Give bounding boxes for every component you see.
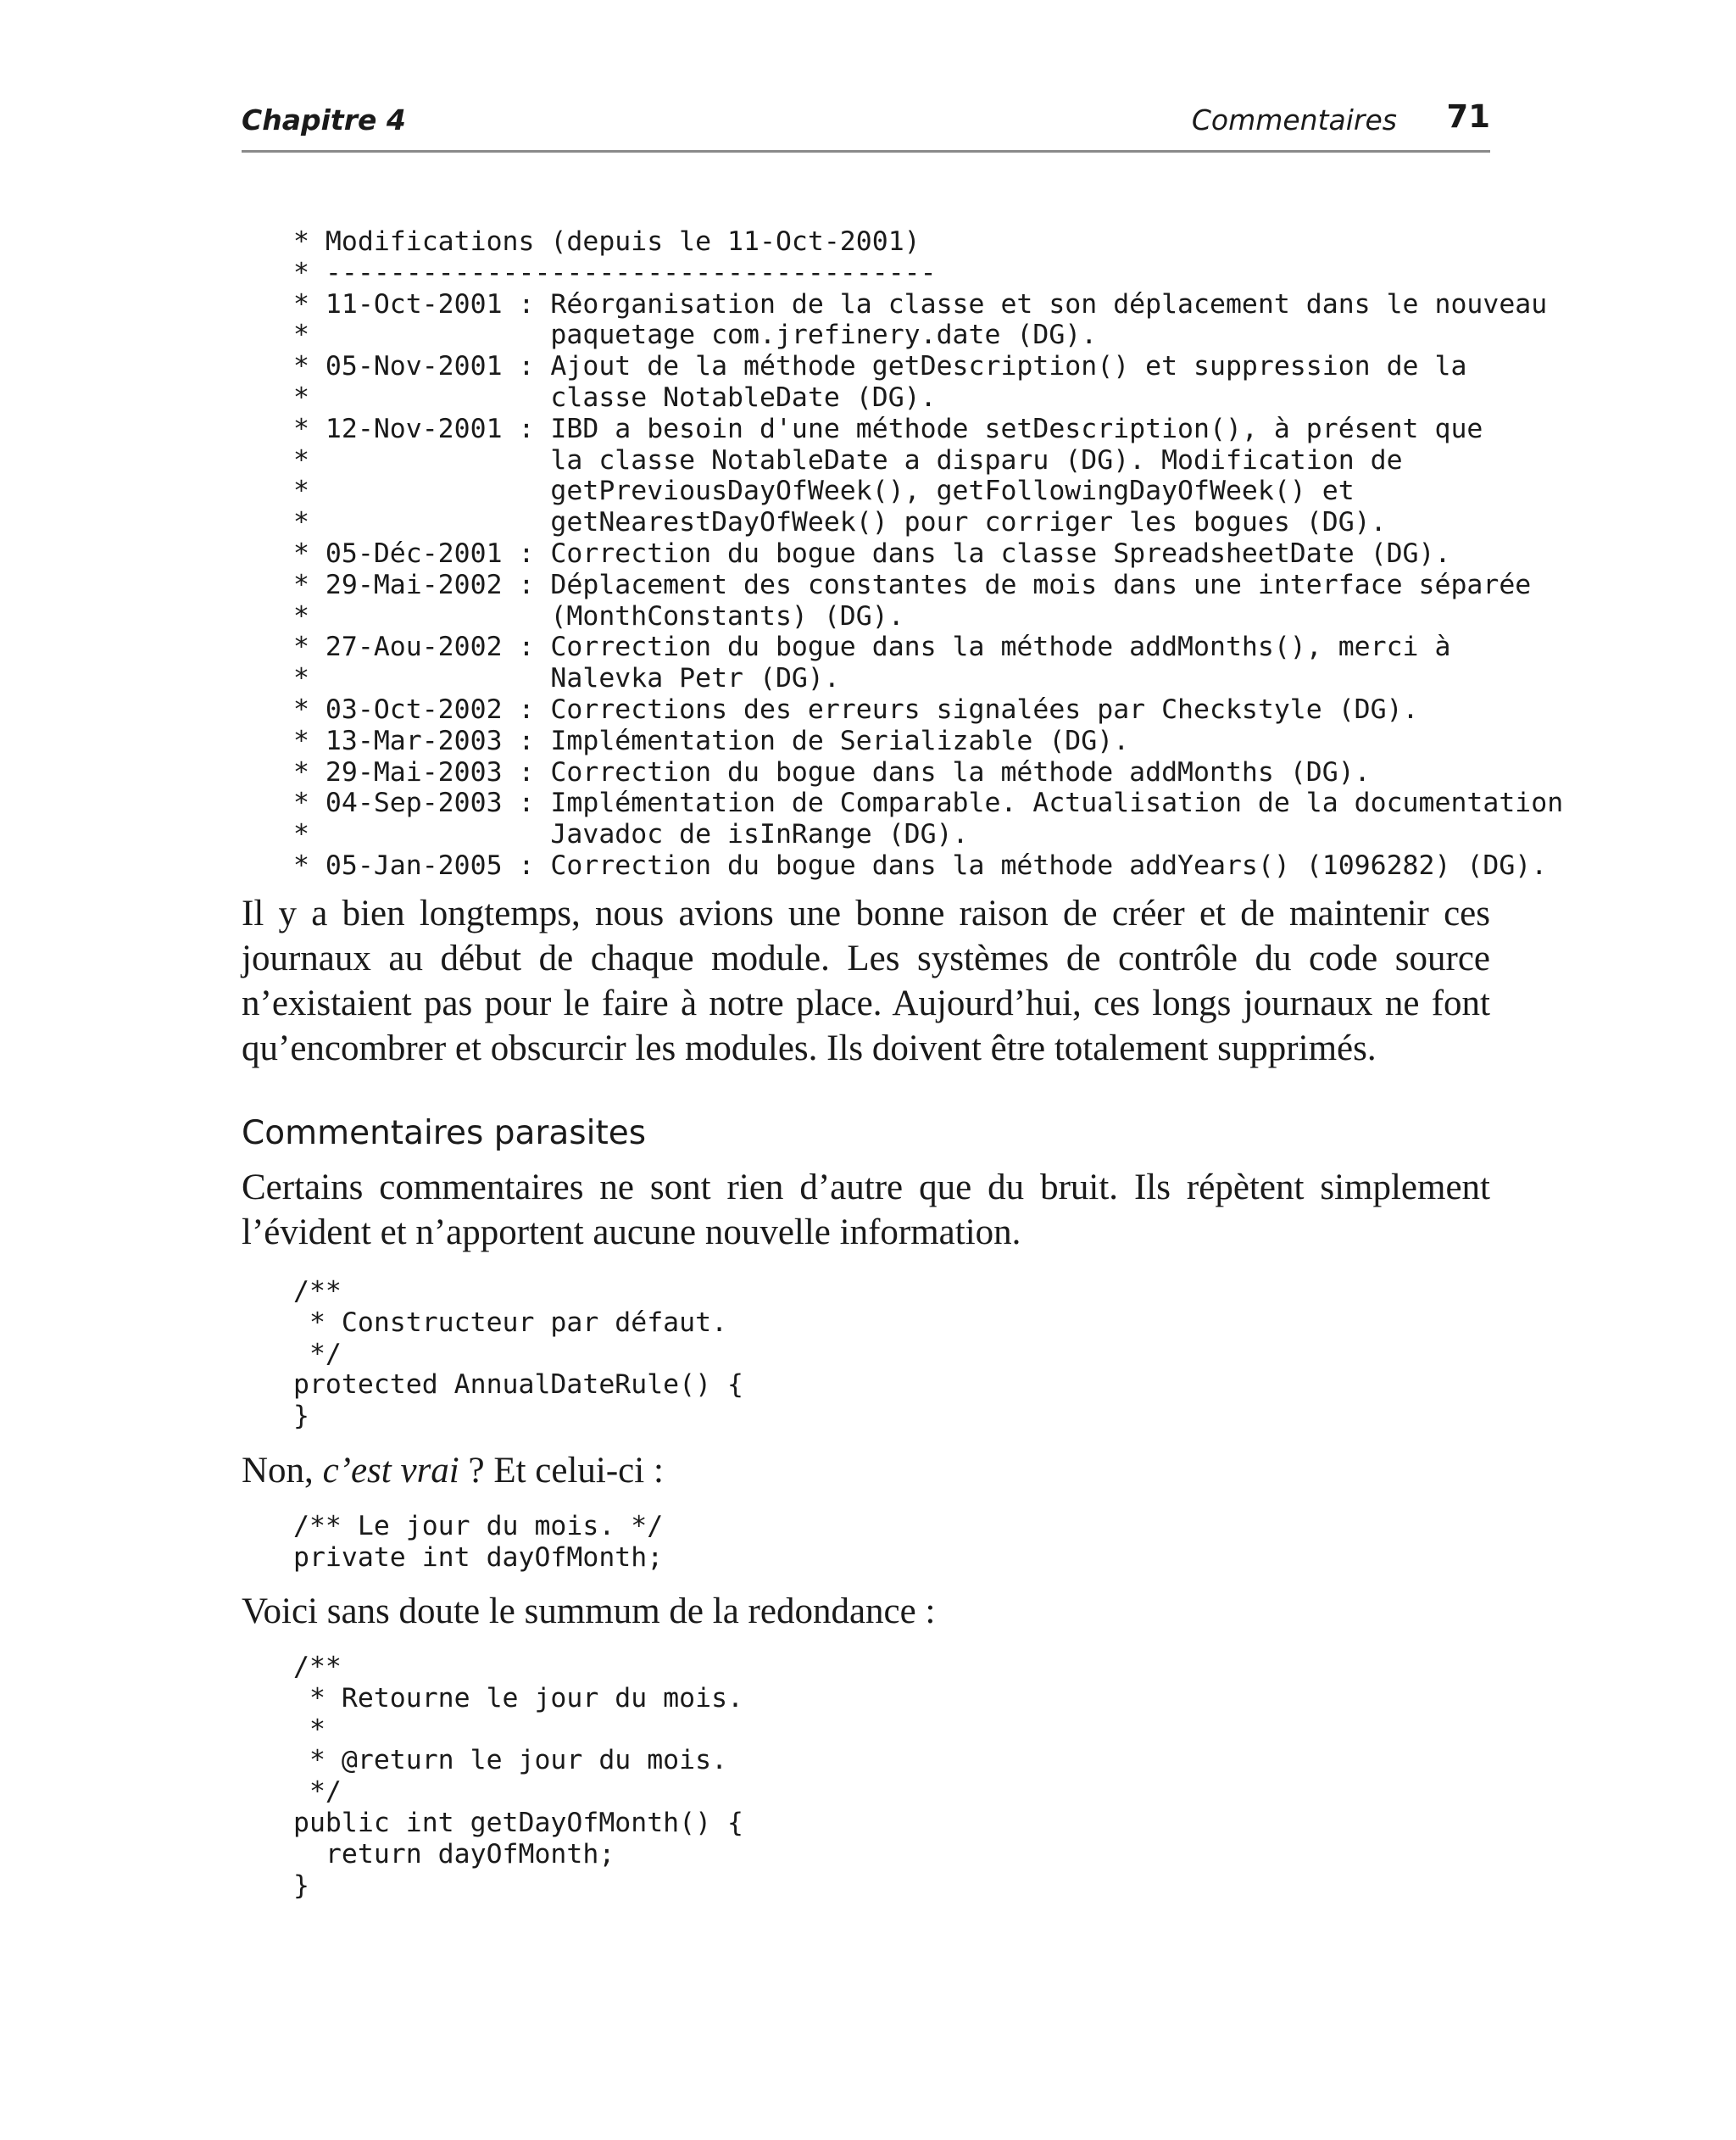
code-block-constructor: /** * Constructeur par défaut. */ protected AnnualDateRule() { }: [293, 1276, 744, 1432]
paragraph-non: [242, 1448, 664, 1493]
non-text-before: Non,: [242, 1451, 323, 1491]
header-rule: [242, 150, 1490, 153]
page-number: 71: [1446, 98, 1490, 135]
section-label: Commentaires: [1191, 103, 1397, 137]
paragraph-summum: Voici sans doute le summum de la redondance :: [242, 1591, 936, 1631]
non-text-emphasis: c’est vrai: [322, 1451, 459, 1491]
paragraph-bruit: Certains commentaires ne sont rien d’autre que du bruit. Ils répètent simplement l’évident et n’apportent aucune nouvelle information.: [242, 1168, 1490, 1252]
section-heading: Commentaires parasites: [242, 1114, 647, 1152]
paragraph-journaux: Il y a bien longtemps, nous avions une bonne raison de créer et de maintenir ces journaux au début de chaque module. Les systèmes de contrôle du code source n’existaient pas pour le faire à notre place. Aujourd’hui, ces longs journaux ne font qu’encombrer et obscurcir les modules. Ils doivent être totalement supprimés.: [242, 894, 1490, 1068]
running-header: [242, 95, 1490, 154]
non-text-after: ? Et celui-ci :: [459, 1451, 664, 1491]
code-block-modification-log: * Modifications (depuis le 11-Oct-2001) * -------------------------------------- * 11-Oct-2001 : Réorganisation de la classe et son déplacement dans le nouveau * paquetage com.jrefinery.date (DG). * 05-Nov-2001 : Ajout de la méthode getDescription() et suppression de la * classe NotableDate (DG). * 12-Nov-2001 : IBD a besoin d'une méthode setDescription(), à présent que * la classe NotableDate a disparu (DG). Modification de * getPreviousDayOfWeek(), getFollowingDayOfWeek() et * getNearestDayOfWeek() pour corriger les bogues (DG). * 05-Déc-2001 : Correction du bogue dans la classe SpreadsheetDate (DG). * 29-Mai-2002 : Déplacement des constantes de mois dans une interface séparée * (MonthConstants) (DG). * 27-Aou-2002 : Correction du bogue dans la méthode addMonths(), merci à * Nalevka Petr (DG). * 03-Oct-2002 : Corrections des erreurs signalées par Checkstyle (DG). * 13-Mar-2003 : Implémentation de Serializable (DG). * 29-Mai-2003 : Correction du bogue dans la méthode addMonths (DG). * 04-Sep-2003 : Implémentation de Comparable. Actualisation de la documentation * Javadoc de isInRange (DG). * 05-Jan-2005 : Correction du bogue dans la méthode addYears() (1096282) (DG).: [293, 226, 1564, 881]
code-block-getter: /** * Retourne le jour du mois. * * @return le jour du mois. */ public int getDayOfMonth() { return dayOfMonth; }: [293, 1652, 744, 1901]
chapter-label: Chapitre 4: [242, 103, 406, 137]
code-block-field: /** Le jour du mois. */ private int dayOfMonth;: [293, 1511, 664, 1573]
